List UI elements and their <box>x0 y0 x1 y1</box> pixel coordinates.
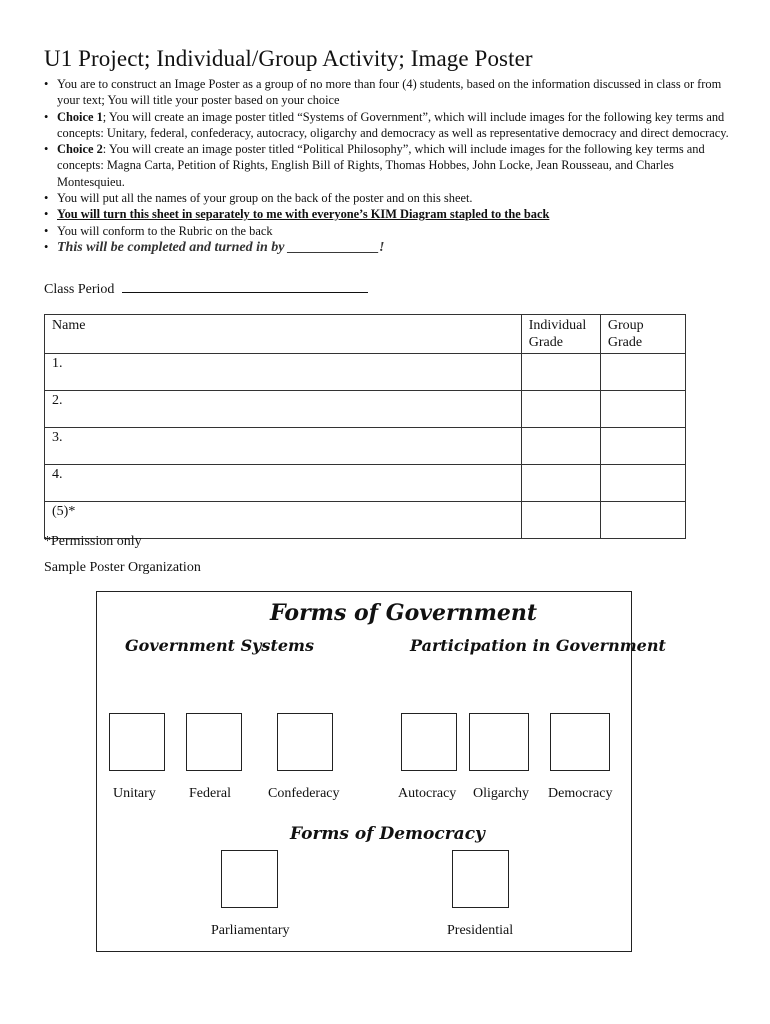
instruction-text: ; You will create an image poster titled “Systems of Government”, which will include images for the following key terms and concepts: Unitary, federal, confederacy, autocracy, oligarchy and democracy as well as representative democracy and direct democracy. <box>57 109 729 140</box>
table-row <box>45 354 686 391</box>
image-placeholder <box>277 713 333 771</box>
image-placeholder <box>452 850 509 908</box>
instruction-text: You are to construct an Image Poster as a group of no more than four (4) students, based on the information discussed in class or from your text; You will title your poster based on your choice <box>57 77 722 108</box>
choice-2-label: Choice 2 <box>57 142 103 157</box>
autocracy-label: Autocracy <box>398 786 457 801</box>
page-title: U1 Project; Individual/Group Activity; Image Poster <box>44 46 533 71</box>
instruction-text: You will turn this sheet in separately to me with everyone’s KIM Diagram stapled to the back <box>57 207 550 222</box>
list-item <box>44 223 734 239</box>
group-grade-cell[interactable] <box>600 391 685 428</box>
table-row <box>45 428 686 465</box>
instructions-list <box>44 76 734 256</box>
image-placeholder <box>221 850 278 908</box>
name-cell[interactable]: 4. <box>45 465 522 502</box>
image-placeholder <box>401 713 457 771</box>
instruction-text: You will put all the names of your group on the back of the poster and on this sheet. <box>57 191 473 206</box>
class-period-label: Class Period <box>44 282 115 297</box>
participation-heading: Participation in Government <box>410 636 666 655</box>
poster-title: Forms of Government <box>270 600 538 626</box>
group-grade-header: Group Grade <box>600 315 685 354</box>
image-placeholder <box>469 713 529 771</box>
forms-of-democracy-heading: Forms of Democracy <box>290 824 485 844</box>
sample-poster-label: Sample Poster Organization <box>44 560 201 575</box>
list-item <box>44 76 734 109</box>
oligarchy-label: Oligarchy <box>473 786 529 801</box>
image-placeholder <box>550 713 610 771</box>
group-grade-table <box>44 314 686 539</box>
class-period-field <box>44 280 368 298</box>
table-header-row <box>45 315 686 354</box>
name-cell[interactable]: (5)* <box>45 502 522 539</box>
class-period-blank[interactable] <box>122 280 368 293</box>
table-row <box>45 391 686 428</box>
image-placeholder <box>109 713 165 771</box>
sample-poster <box>96 591 666 952</box>
individual-grade-cell[interactable] <box>521 465 600 502</box>
name-cell[interactable]: 1. <box>45 354 522 391</box>
parliamentary-label: Parliamentary <box>211 923 290 938</box>
list-item <box>44 141 734 190</box>
list-item <box>44 239 734 256</box>
choice-1-label: Choice 1 <box>57 109 103 124</box>
due-date-text: This will be completed and turned in by _____________! <box>57 239 385 255</box>
confederacy-label: Confederacy <box>268 786 340 801</box>
table-row <box>45 502 686 539</box>
permission-note: *Permission only <box>44 534 142 549</box>
group-grade-cell[interactable] <box>600 428 685 465</box>
instruction-text: You will conform to the Rubric on the back <box>57 223 273 238</box>
image-placeholder <box>186 713 242 771</box>
name-header: Name <box>45 315 522 354</box>
name-cell[interactable]: 3. <box>45 428 522 465</box>
federal-label: Federal <box>189 786 231 801</box>
individual-grade-header: Individual Grade <box>521 315 600 354</box>
individual-grade-cell[interactable] <box>521 354 600 391</box>
individual-grade-cell[interactable] <box>521 502 600 539</box>
list-item <box>44 190 734 206</box>
democracy-label: Democracy <box>548 786 613 801</box>
individual-grade-cell[interactable] <box>521 428 600 465</box>
presidential-label: Presidential <box>447 923 514 938</box>
government-systems-heading: Government Systems <box>125 636 314 655</box>
group-grade-cell[interactable] <box>600 354 685 391</box>
list-item <box>44 109 734 142</box>
list-item <box>44 206 734 222</box>
individual-grade-cell[interactable] <box>521 391 600 428</box>
group-grade-cell[interactable] <box>600 465 685 502</box>
unitary-label: Unitary <box>113 786 156 801</box>
group-grade-cell[interactable] <box>600 502 685 539</box>
table-row <box>45 465 686 502</box>
name-cell[interactable]: 2. <box>45 391 522 428</box>
instruction-text: : You will create an image poster titled “Political Philosophy”, which will include images for the following key terms and concepts: Magna Carta, Petition of Rights, English Bill of Rights, Thomas Hobbes, John Locke, Jean Rousseau, and Charles Montesquieu. <box>57 142 705 189</box>
